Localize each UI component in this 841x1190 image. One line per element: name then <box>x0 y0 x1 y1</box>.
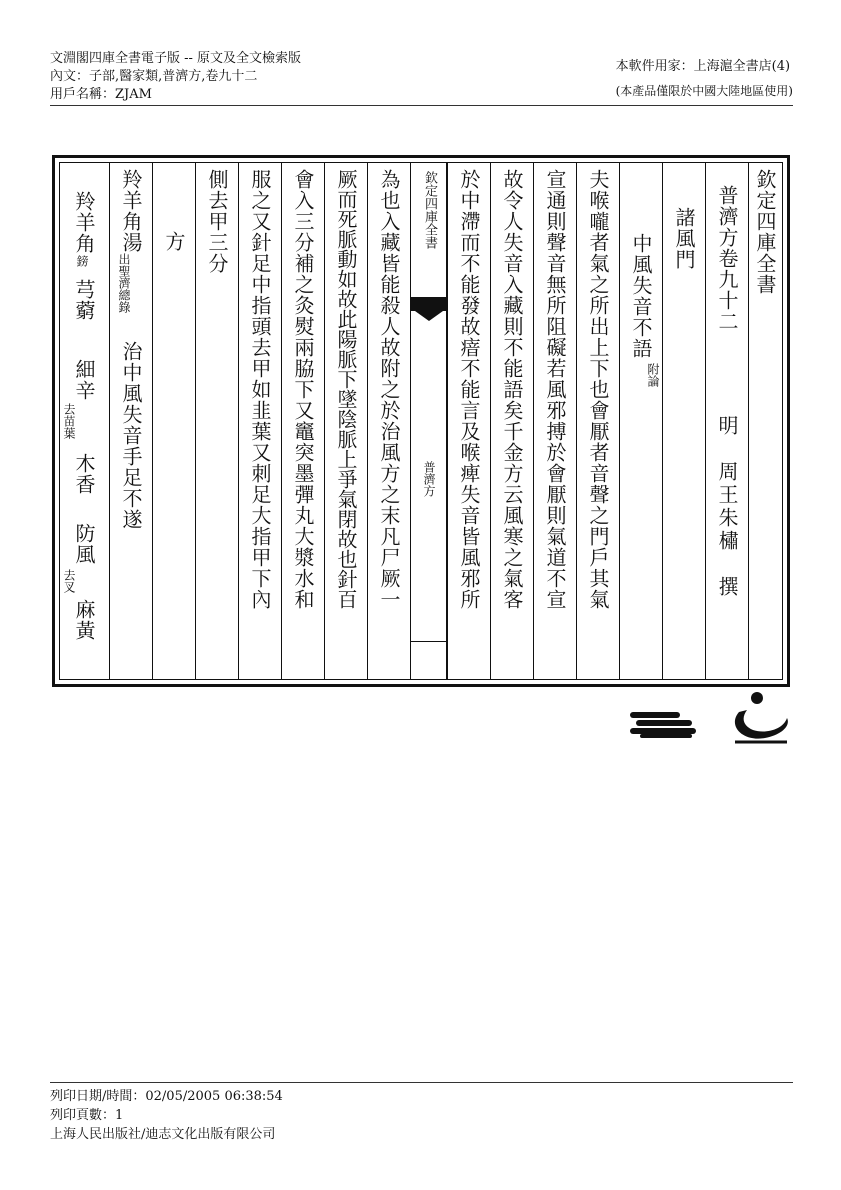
column-text: 為也入藏皆能殺人故附之於治風方之末凡尸厥一 <box>377 169 401 610</box>
footer-print-pages: 列印頁數：1 <box>50 1108 124 1123</box>
footer-rule <box>50 1082 793 1083</box>
column-4 <box>619 163 662 679</box>
column-text: 方 <box>162 231 186 252</box>
column-text: 服之又針足中指頭去甲如韭葉又刺足大指甲下內 <box>248 169 272 610</box>
column-3 <box>662 163 705 679</box>
column-text: 側去甲三分 <box>205 169 229 274</box>
column-text: 於中滯而不能發故瘖不能言及喉痺失音皆風邪所 <box>457 169 481 610</box>
ingredient-item: 芎藭 <box>72 279 96 321</box>
center-subtitle: 普濟方 <box>422 461 436 497</box>
column-2 <box>705 163 748 679</box>
column-note: 附論 <box>646 363 660 387</box>
column-note: 出聖濟總錄 <box>117 253 131 313</box>
column-8 <box>447 163 490 679</box>
center-fold-column <box>410 163 447 679</box>
column-text: 厥而死脈動如故此陽脈下墜陰脈上爭氣閉故也針百 <box>334 169 358 609</box>
column-text: 羚羊角湯 <box>119 169 143 253</box>
column-text: 普濟方卷九十二 <box>715 185 739 332</box>
column-tail: 治中風失音手足不遂 <box>119 341 143 530</box>
column-1 <box>748 163 782 679</box>
column-10 <box>367 163 410 679</box>
column-13 <box>238 163 281 679</box>
ingredient-item: 木香 <box>72 453 96 495</box>
header-right <box>616 58 793 100</box>
ingredient-note: 鎊 <box>75 255 89 267</box>
column-6 <box>533 163 576 679</box>
header-content-path: 內文：子部,醫家類,普濟方,卷九十二 <box>50 69 258 84</box>
footer-print-time: 列印日期/時間：02/05/2005 06:38:54 <box>50 1089 283 1104</box>
column-16 <box>109 163 152 679</box>
column-14 <box>195 163 238 679</box>
column-text: 故令人失音入藏則不能語矣千金方云風寒之氣客 <box>500 169 524 610</box>
column-text: 夫喉嚨者氣之所出上下也會厭者音聲之門戶其氣 <box>586 169 610 610</box>
header-licensee: 本軟件用家：上海滬全書店(4) <box>615 59 791 74</box>
ingredient-note: 去叉 <box>62 569 76 593</box>
page-frame <box>52 155 790 687</box>
column-7 <box>490 163 533 679</box>
header-rule <box>50 105 793 106</box>
header-title: 文淵閣四庫全書電子版 -- 原文及全文檢索版 <box>50 51 302 66</box>
ingredient-item: 防風 <box>72 523 96 565</box>
footer <box>50 1087 283 1144</box>
header-left <box>50 50 301 104</box>
fish-tail-mark <box>411 297 446 311</box>
column-15 <box>152 163 195 679</box>
header-user: 用戶名稱：ZJAM <box>50 87 152 102</box>
column-text: 中風失音不語 <box>629 233 653 359</box>
center-title: 欽定四庫全書 <box>422 171 437 249</box>
center-rule <box>411 641 446 642</box>
page-inner-frame <box>59 162 783 680</box>
column-text: 宣通則聲音無所阻礙若風邪搏於會厭則氣道不宣 <box>543 169 567 610</box>
column-text: 欽定四庫全書 <box>753 169 777 295</box>
publisher-logo-emblem <box>725 690 793 748</box>
header-region-note: (本產品僅限於中國大陸地區使用) <box>615 84 793 98</box>
ingredient-item: 細辛 <box>72 359 96 401</box>
publisher-logo-bars <box>630 712 696 740</box>
ingredient-item: 麻黃 <box>72 599 96 641</box>
column-5 <box>576 163 619 679</box>
footer-publisher: 上海人民出版社/迪志文化出版有限公司 <box>50 1127 276 1142</box>
author-line: 明 周王朱橚 撰 <box>715 415 739 599</box>
ingredient-note: 去苗葉 <box>62 403 76 439</box>
column-11 <box>324 163 367 679</box>
column-12 <box>281 163 324 679</box>
column-text: 諸風門 <box>672 207 696 270</box>
ingredient-item: 羚羊角 <box>72 191 96 254</box>
ingredients-column <box>60 163 109 679</box>
column-text: 會入三分補之灸熨兩脇下又竈突墨彈丸大漿水和 <box>291 169 315 610</box>
